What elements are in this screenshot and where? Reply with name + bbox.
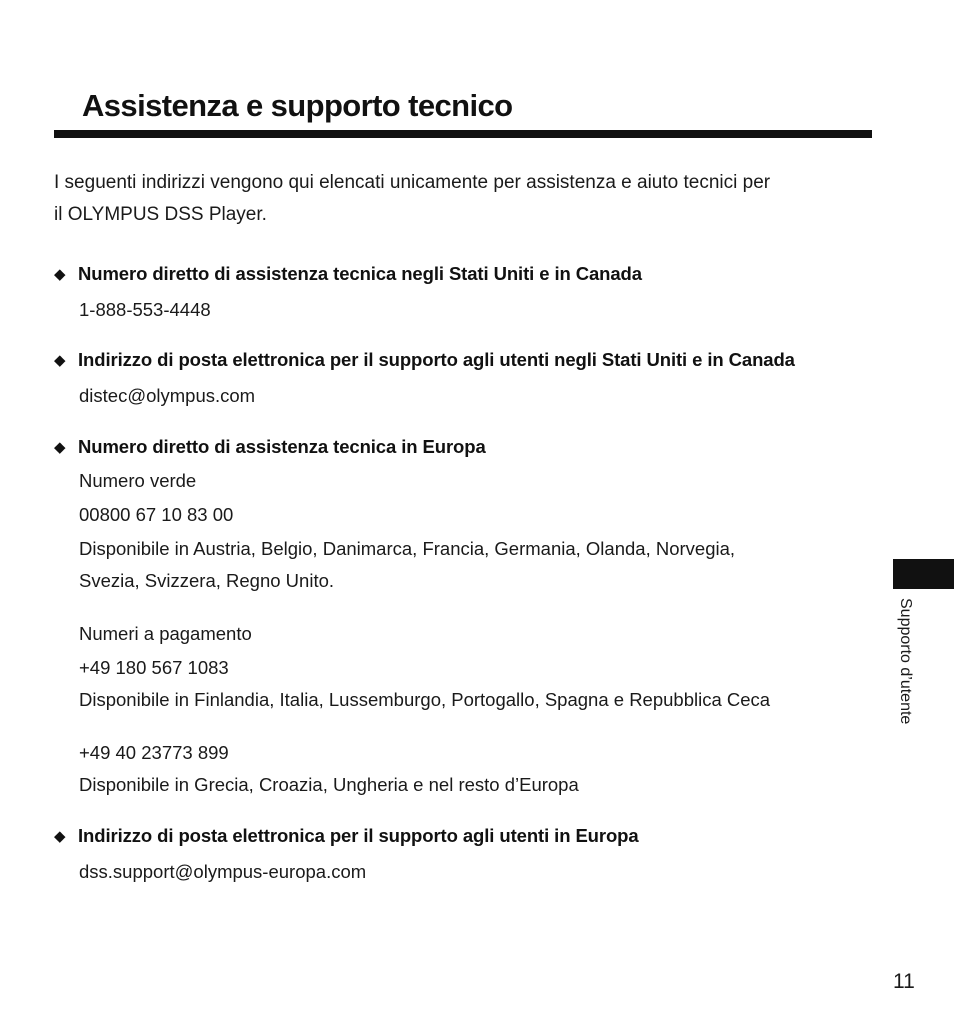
section-heading-text: Indirizzo di posta elettronica per il supporto agli utenti in Europa [78, 825, 639, 846]
black-diamond-icon: ◆ [54, 439, 66, 456]
section-heading-text: Indirizzo di posta elettronica per il supporto agli utenti negli Stati Uniti e in Canada [78, 349, 795, 370]
toll-free-number: 00800 67 10 83 00 [79, 504, 234, 525]
intro-line-2: il OLYMPUS DSS Player. [54, 204, 267, 225]
intro-line-1: I seguenti indirizzi vengono qui elencati unicamente per assistenza e aiuto tecnici per [54, 172, 771, 193]
page-number: 11 [893, 970, 915, 993]
us-email-address: distec@olympus.com [79, 385, 256, 406]
section-heading-text: Numero diretto di assistenza tecnica negli Stati Uniti e in Canada [78, 263, 642, 284]
toll-free-countries-line-1: Disponibile in Austria, Belgio, Danimarca, Francia, Germania, Olanda, Norvegia, [79, 538, 736, 559]
paid-number-1-countries: Disponibile in Finlandia, Italia, Lussemburgo, Portogallo, Spagna e Repubblica Ceca [79, 689, 771, 710]
black-diamond-icon: ◆ [54, 828, 66, 845]
toll-free-label: Numero verde [79, 470, 197, 491]
section-heading-europe-phone [54, 436, 486, 458]
section-heading-text: Numero diretto di assistenza tecnica in Europa [78, 436, 486, 457]
paid-number-2-countries: Disponibile in Grecia, Croazia, Ungheria e nel resto d’Europa [79, 774, 579, 795]
paid-number-1: +49 180 567 1083 [79, 657, 229, 678]
page-title: Assistenza e supporto tecnico [82, 88, 513, 123]
title-rule [54, 130, 872, 138]
europe-email-address: dss.support@olympus-europa.com [79, 861, 367, 882]
paid-numbers-label: Numeri a pagamento [79, 623, 252, 644]
intro-paragraph [54, 167, 884, 231]
side-tab-label: Supporto d’utente [897, 598, 914, 725]
us-phone-number: 1-888-553-4448 [79, 299, 211, 320]
side-tab-marker [893, 559, 954, 589]
black-diamond-icon: ◆ [54, 352, 66, 369]
section-heading-us-email [54, 349, 795, 371]
black-diamond-icon: ◆ [54, 266, 66, 283]
paid-number-2: +49 40 23773 899 [79, 742, 229, 763]
section-heading-europe-email [54, 825, 639, 847]
toll-free-countries-line-2: Svezia, Svizzera, Regno Unito. [79, 570, 335, 591]
section-heading-us-phone [54, 263, 642, 285]
